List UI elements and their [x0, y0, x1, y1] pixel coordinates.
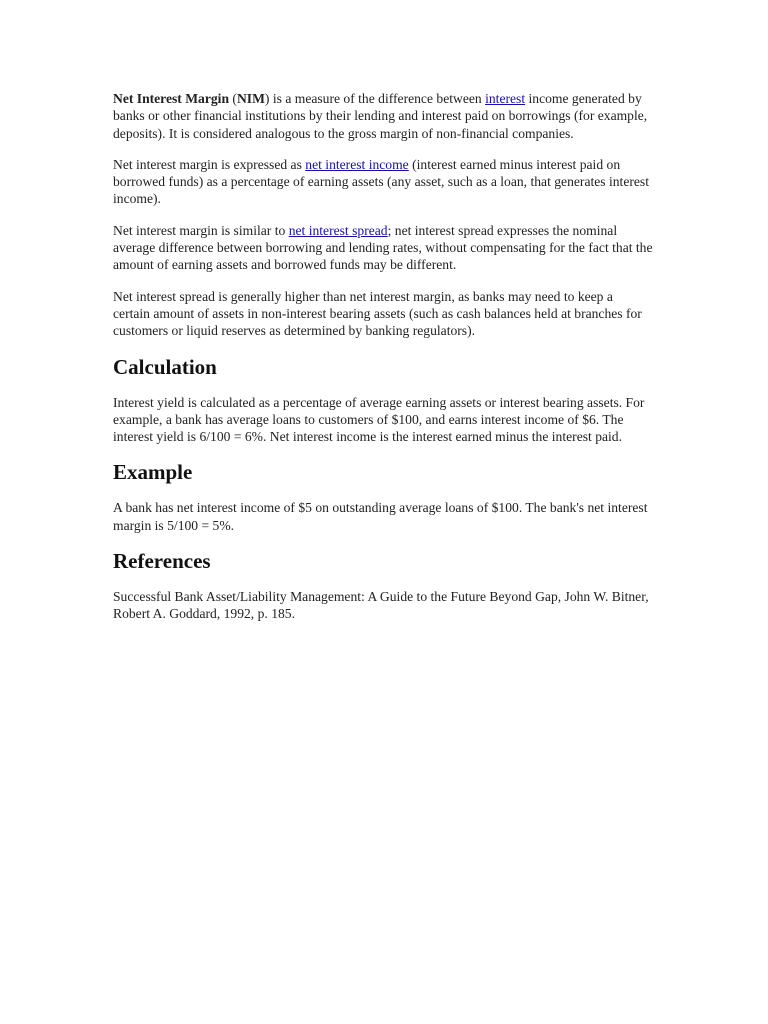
term-net-interest-margin: Net Interest Margin: [113, 91, 230, 106]
calculation-heading: Calculation: [113, 354, 217, 379]
document-page: [113, 90, 653, 637]
comparison-paragraph: Net interest spread is generally higher than net interest margin, as banks may need to keep a certain amount of assets in non-interest bearing assets (such as cash balances held at branches for customers or liquid reserves as determined by banking regulators).: [113, 288, 642, 339]
link-interest[interactable]: interest: [485, 91, 526, 106]
references-heading: References: [113, 549, 211, 574]
expression-paragraph: [113, 156, 653, 208]
p3-text-1: Net interest margin is similar to: [113, 222, 289, 238]
p2-text-1: Net interest margin is expressed as: [113, 156, 306, 172]
p2-text-2: (interest earned minus interest paid on borrowed funds) as a percentage of earning assets (any asset, such as a loan, that generates interest income).: [113, 156, 649, 207]
term-abbreviation: NIM: [236, 91, 265, 106]
link-net-interest-spread[interactable]: net interest spread: [288, 222, 388, 238]
p3-text-2: ; net interest spread expresses the nominal average difference between borrowing and lending rates, without compensating for the fact that the amount of earning assets and borrowed funds may be different.: [113, 222, 653, 273]
link-net-interest-income[interactable]: net interest income: [305, 156, 409, 172]
intro-paragraph: [113, 90, 653, 142]
intro-open-paren: (: [229, 91, 237, 106]
spread-paragraph: [113, 222, 653, 274]
intro-text-2: income generated by banks or other financial institutions by their lending and interest paid on borrowings (for example, deposits). It is considered analogous to the gross margin of non-financial companies.: [113, 91, 648, 141]
example-heading: Example: [113, 460, 193, 485]
calculation-paragraph: Interest yield is calculated as a percentage of average earning assets or interest bearing assets. For example, a bank has average loans to customers of $100, and earns interest income of $6. The interest yield is 6/100 = 6%. Net interest income is the interest earned minus the interest paid.: [113, 394, 645, 445]
intro-text-1: ) is a measure of the difference between: [264, 91, 486, 106]
references-paragraph: Successful Bank Asset/Liability Management: A Guide to the Future Beyond Gap, John W. Bitner, Robert A. Goddard, 1992, p. 185.: [113, 589, 649, 622]
example-paragraph: A bank has net interest income of $5 on outstanding average loans of $100. The bank's net interest margin is 5/100 = 5%.: [113, 500, 648, 533]
